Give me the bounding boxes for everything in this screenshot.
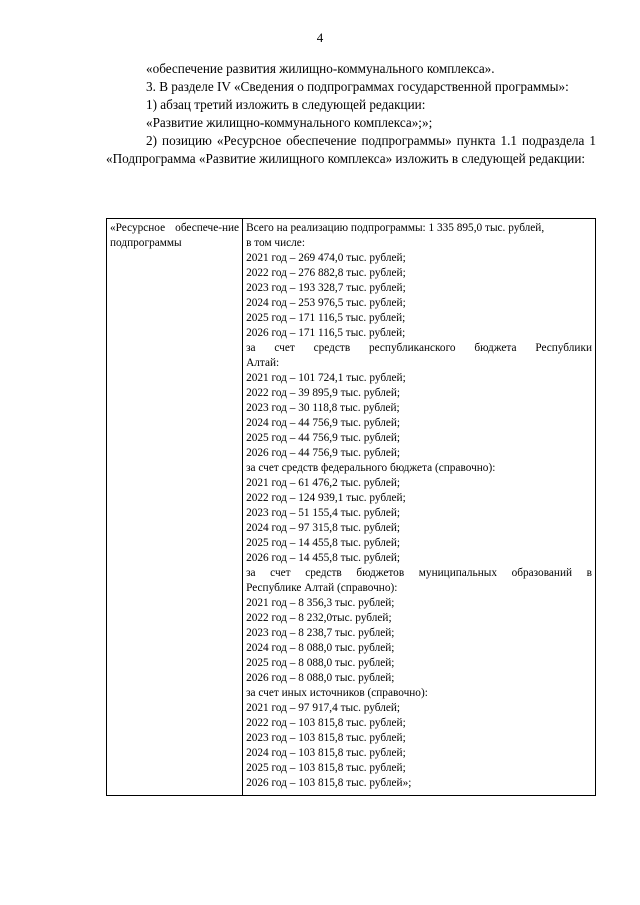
paragraph: «Развитие жилищно-коммунального комплекса»;»; <box>146 115 433 130</box>
table-line: Всего на реализацию подпрограммы: 1 335 895,0 тыс. рублей, <box>246 222 545 234</box>
table-line: 2026 год – 8 088,0 тыс. рублей; <box>246 672 395 684</box>
table-line: 2022 год – 276 882,8 тыс. рублей; <box>246 267 406 279</box>
table-line: 2022 год – 103 815,8 тыс. рублей; <box>246 717 406 729</box>
table-line: 2023 год – 193 328,7 тыс. рублей; <box>246 282 406 294</box>
table-line: 2023 год – 8 238,7 тыс. рублей; <box>246 627 395 639</box>
table-line: 2026 год – 14 455,8 тыс. рублей; <box>246 552 401 564</box>
table-line: 2021 год – 101 724,1 тыс. рублей; <box>246 372 406 384</box>
table-line: 2023 год – 103 815,8 тыс. рублей; <box>246 732 406 744</box>
paragraph: 3. В разделе IV «Сведения о подпрограммах государственной программы»: <box>146 79 569 94</box>
paragraph: 1) абзац третий изложить в следующей редакции: <box>146 97 426 112</box>
table-line: 2024 год – 253 976,5 тыс. рублей; <box>246 297 406 309</box>
table-cell-values <box>243 219 596 796</box>
table-row <box>107 219 596 796</box>
table-line: 2024 год – 8 088,0 тыс. рублей; <box>246 642 395 654</box>
page-number: 4 <box>316 30 324 45</box>
table-line: 2023 год – 51 155,4 тыс. рублей; <box>246 507 401 519</box>
table-line: 2022 год – 8 232,0тыс. рублей; <box>246 612 392 624</box>
table-line: 2021 год – 269 474,0 тыс. рублей; <box>246 252 406 264</box>
table-line: 2026 год – 44 756,9 тыс. рублей; <box>246 447 401 459</box>
table-line: за счет средств бюджетов муниципальных образований в <box>246 567 592 579</box>
resource-table <box>106 218 596 796</box>
table-line: 2022 год – 124 939,1 тыс. рублей; <box>246 492 406 504</box>
table-line: Республике Алтай (справочно): <box>246 582 398 594</box>
paragraph: «обеспечение развития жилищно-коммунального комплекса». <box>146 61 495 76</box>
document-body <box>106 60 596 168</box>
table-line: 2022 год – 39 895,9 тыс. рублей; <box>246 387 401 399</box>
table-line: 2025 год – 171 116,5 тыс. рублей; <box>246 312 406 324</box>
table-cell-label <box>107 219 243 796</box>
table-line: за счет средств федерального бюджета (справочно): <box>246 462 496 474</box>
table-line: 2023 год – 30 118,8 тыс. рублей; <box>246 402 400 414</box>
table-line: в том числе: <box>246 237 305 249</box>
table-line: 2026 год – 171 116,5 тыс. рублей; <box>246 327 406 339</box>
table-line: Алтай: <box>246 357 280 369</box>
table-line: 2021 год – 61 476,2 тыс. рублей; <box>246 477 401 489</box>
cell-label-text: «Ресурсное обеспече-ние подпрограммы <box>110 222 240 249</box>
table-line: за счет средств республиканского бюджета Республики <box>246 342 592 354</box>
table-line: 2025 год – 103 815,8 тыс. рублей; <box>246 762 406 774</box>
table-line: 2026 год – 103 815,8 тыс. рублей»; <box>246 777 412 789</box>
table-line: 2025 год – 44 756,9 тыс. рублей; <box>246 432 401 444</box>
table-line: 2024 год – 44 756,9 тыс. рублей; <box>246 417 401 429</box>
paragraph: 2) позицию «Ресурсное обеспечение подпрограммы» пункта 1.1 подраздела 1 «Подпрограмма «Развитие жилищного комплекса» изложить в следующей редакции: <box>106 133 596 166</box>
table-line: 2024 год – 97 315,8 тыс. рублей; <box>246 522 401 534</box>
table-line: 2021 год – 8 356,3 тыс. рублей; <box>246 597 395 609</box>
table-line: 2025 год – 14 455,8 тыс. рублей; <box>246 537 401 549</box>
table-line: 2021 год – 97 917,4 тыс. рублей; <box>246 702 401 714</box>
table-line: 2024 год – 103 815,8 тыс. рублей; <box>246 747 406 759</box>
table-line: 2025 год – 8 088,0 тыс. рублей; <box>246 657 395 669</box>
table-line: за счет иных источников (справочно): <box>246 687 428 699</box>
